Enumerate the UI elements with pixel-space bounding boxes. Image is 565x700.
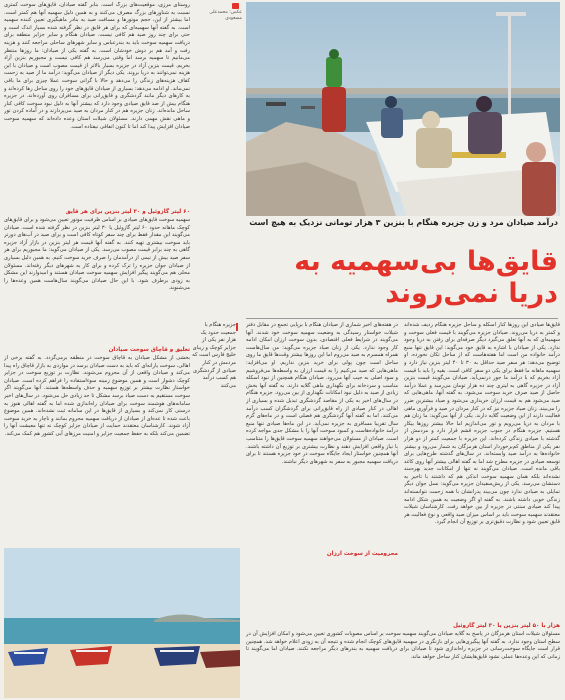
subheading: تعلیق و قاچاق سوخت صیادان xyxy=(108,347,190,353)
column-left-low xyxy=(4,344,190,544)
column-right-low xyxy=(246,620,560,700)
paragraph: روستای مرزی، موقعیت‌های بزرگ است. بنابر گفته صیادان، قایق‌های سوخت کمتری نسبت به شناورهای بزرگ مصرف می‌کنند و به همین دلیل سهمیه آنها هم کمتر است. اما بیشتر از این، حجم موتورها و مسافت صید به بنادر ماهیگیری تعیین کننده سهمیه است. به گفته آنها سهمیه‌ای که برای هر قایق در نظر گرفته شده بسیار اندک است و حتی برای چند روز صید هم کافی نیست. صیادان هنگام و سایر جزایر منطقه برای دریافت سهمیه سوخت باید به بندرعباس و سایر شهرهای ساحلی مراجعه کنند و هزینه رفت و آمد هم بر دوش خودشان است. به گفته یکی از صیادان: ما روزها منتظر می‌مانیم تا سهمیه برسد اما وقتی می‌رسد هم کافی نیست و مجبوریم بنزین آزاد بخریم. قیمت بنزین آزاد در جزیره بسیار بالاتر از قیمت مصوب است و صیادان با این هزینه نمی‌توانند به دریا بروند. یکی دیگر از صیادان می‌گوید: درآمد ما از صید به زحمت کفاف هزینه‌های زندگی را می‌دهد و حالا با گرانی سوخت عملا چیزی برای ما باقی نمی‌ماند. او ادامه می‌دهد: بسیاری از صیادان قایق‌های خود را روی ساحل رها کرده‌اند و به کارهای دیگر مانند گردشگری و قایق‌رانی برای مسافران روی آورده‌اند. در جزیره هنگام بیش از صد قایق صیادی وجود دارد که بیشتر آنها به دلیل نبود سوخت کافی کنار ساحل مانده‌اند. زنان جزیره هم در کنار مردان به صید می‌پردازند و در آماده کردن تور و ماهی نقش مهمی دارند. مسئولان شیلات استان وعده داده‌اند که سهمیه سوخت صیادان افزایش پیدا کند اما تا کنون اتفاقی نیفتاده است. xyxy=(4,2,190,130)
column-left-mid xyxy=(4,206,190,342)
subheading: هزار با ۵۰ لیتر بنزین یا ۳۰ لیتر گازوئیل xyxy=(453,623,560,629)
paragraph: قایق‌ها صیادی این روزها کنار اسکله و ساحل جزیره هنگام ردیف شده‌اند و کمتر به دریا می‌روند. صیادان جزیره می‌گویند با قیمت فعلی سوخت و سهمیه‌ای که به آنها تعلق می‌گیرد دیگر صرفه‌ای برای رفتن به دریا وجود ندارد. یکی از صیادان با اشاره به قایق خود می‌گوید: این قایق تنها منبع درآمد خانواده من است اما هفته‌هاست که از ساحل تکان نخورده. او توضیح می‌دهد: هر سفر صید حداقل به ۳۰ تا ۴۰ لیتر بنزین نیاز دارد و سهمیه ماهانه ما فقط برای یکی دو سفر کافی است. بقیه را باید با قیمت آزاد بخریم که با درآمد ما جور درنمی‌آید. صیادان می‌گویند قیمت بنزین آزاد در جزیره گاهی به لیتری چند ده هزار تومان می‌رسد و عملا درآمد حاصل از صید صرف خرید سوخت می‌شود. به گفته آنها، ماهی‌هایی که صید می‌شود هم به قیمت ارزان خریداری می‌شود و صیاد بیشترین ضرر را می‌بیند. زنان صیاد جزیره نیز که در کنار مردان در صید و فرآوری ماهی فعالیت دارند از این وضعیت گلایه دارند. یکی از آنها می‌گوید: ما زنان هم با مردان به دریا می‌رویم و تور می‌اندازیم اما حالا بیشتر روزها بیکار هستیم. جزیره هنگام در جنوب جزیره قشم قرار دارد و مردمش از گذشته با صیادی زندگی کرده‌اند. این جزیره با جمعیت کمتر از دو هزار نفر یکی از مناطق کم‌برخوردار استان هرمزگان به شمار می‌رود و بیشتر خانواده‌ها به درآمد صید وابسته‌اند. در سال‌های گذشته طرح‌هایی برای توسعه صیادی در جزیره مطرح شد اما به گفته اهالی بیشتر آنها روی کاغذ باقی مانده است. صیادان می‌گویند نه تنها از امکانات جدید بهره‌مند نشده‌اند بلکه همان سهمیه سوخت اندکی هم که داشتند با تاخیر به دستشان می‌رسد. یکی از ریش‌سفیدان جزیره می‌گوید: نسل جوان دیگر تمایلی به صیادی ندارد چون می‌بیند پدرانشان با همه زحمت نتوانسته‌اند زندگی خوبی داشته باشند. به گفته او اگر وضعیت به همین شکل ادامه پیدا کند صیادی سنتی در جزیره از بین خواهد رفت. کارشناسان شیلات معتقدند سهمیه سوخت باید بر اساس میزان صید واقعی و نوع فعالیت هر قایق تعیین شود و نظارت دقیق‌تری بر توزیع آن انجام گیرد. xyxy=(404,322,560,526)
paragraph: بخشی از مشکل صیادان به قاچاق سوخت در منطقه برمی‌گردد. به گفته برخی از اهالی، سوخت یارانه‌ای که باید به دست صیادان برسد در مواردی به بازار قاچاق راه پیدا می‌کند و صیادان واقعی از آن محروم می‌شوند. نظارت بر توزیع سوخت در جزایر کوچک دشوار است و همین موضوع زمینه سوءاستفاده را فراهم کرده است. صیادان خواستار نظارت بیشتر بر توزیع سهمیه و حذف واسطه‌ها هستند. آنها می‌گویند اگر سوخت مستقیم به دست صیاد برسد مشکل تا حد زیادی حل می‌شود. در سال‌های اخیر سامانه‌های هوشمند سوخت برای صیادان راه‌اندازی شده اما به گفته اهالی هنوز به درستی کار نمی‌کند و بسیاری از قایق‌ها در این سامانه ثبت نشده‌اند. همین موضوع باعث شده تا عده‌ای از صیادان از دریافت سهمیه محروم بمانند و ناچار به خرید سوخت آزاد شوند. کارشناسان معتقدند حمایت از صیادان جزایر کوچک نه تنها معیشت آنها را تضمین می‌کند بلکه به حفظ جمعیت جزایر و امنیت مرزهای آبی کشور هم کمک می‌کند. xyxy=(4,355,190,437)
photo-boats-on-beach xyxy=(4,548,240,698)
paragraph: مسئولان شیلات استان هرمزگان در پاسخ به گلایه صیادان می‌گویند سهمیه سوخت بر اساس مصوبات کشوری تعیین می‌شود و امکان افزایش آن در سطح استان وجود ندارد. به گفته آنها پیگیری‌هایی برای بازنگری در سهمیه قایق‌های کوچک انجام شده و نتیجه آن به زودی اعلام خواهد شد. همچنین قرار است جایگاه سوخت‌رسانی در جزیره راه‌اندازی شود تا صیادان برای دریافت سهمیه به بندرهای دیگر مراجعه نکنند. صیادان اما می‌گویند تا زمانی که این وعده‌ها عملی نشود قایق‌هایشان کنار ساحل خواهد ماند. xyxy=(246,631,560,660)
photo-credit: عکس: محمدعلی مسعودی xyxy=(209,10,242,21)
column-middle-low xyxy=(246,548,398,618)
divider xyxy=(246,318,558,319)
subheading: محرومیت از سوخت ارزان xyxy=(326,551,398,557)
photo-caption: درآمد صیادان مرد و زن جزیره هنگام با بنزین ۳ هزار تومانی نزدیک به هیچ است xyxy=(249,218,558,227)
subheading: ۶۰ لیتر گازوئیل و ۳۰ لیتر بنزین برای هر قایق xyxy=(65,209,190,215)
pullquote: جزیره هنگام با جمعیت حدود یک هزار نفر یکی از جزایر کوچک و زیبای خلیج فارس است که مردمش در کنار صیادی از گردشگری هم کسب درآمد می‌کنند xyxy=(192,322,236,389)
headline: قایق‌ها بی‌سهمیه به دریا نمی‌روند xyxy=(294,246,558,309)
column-right xyxy=(404,322,560,620)
paragraph: در هفته‌های اخیر شماری از صیادان هنگام با برپایی تجمع در مقابل دفتر شیلات خواستار رسیدگی به وضعیت سهمیه سوخت خود شدند. آنها می‌گویند در شرایط فعلی اقتصادی، بدون سوخت ارزان امکان ادامه کار وجود ندارد. یکی از زنان صیاد جزیره می‌گوید: من سال‌هاست همراه همسرم به صید می‌روم اما این روزها بیشتر وقت‌ها قایق ما روی ساحل است چون پولی برای خرید بنزین نداریم. او می‌افزاید: ماهی‌هایی که صید می‌کنیم را به قیمت ارزان به واسطه‌ها می‌فروشیم و سود اصلی به جیب آنها می‌رود. صیادان هنگام همچنین از نبود اسکله مناسب و سردخانه برای نگهداری ماهی گلایه دارند. به گفته آنها بخش زیادی از صید به دلیل نبود امکانات نگهداری از بین می‌رود. جزیره هنگام در سال‌های اخیر به یکی از مقاصد گردشگری تبدیل شده و بسیاری از اهالی در کنار صیادی از راه قایق‌رانی برای گردشگران کسب درآمد می‌کنند. اما به گفته آنها گردشگری هم فصلی است و در ماه‌های گرم سال تقریبا مسافری به جزیره نمی‌آید. در این ماه‌ها صیادی تنها منبع درآمد خانواده‌هاست و کمبود سوخت آنها را با مشکل جدی مواجه کرده است. صیادان از مسئولان می‌خواهند سهمیه سوخت قایق‌ها را متناسب با نیاز واقعی افزایش دهند و نظارت بیشتری بر توزیع آن داشته باشند. آنها همچنین خواستار ایجاد جایگاه سوخت در خود جزیره هستند تا برای دریافت سهمیه مجبور به سفر به شهرهای دیگر نباشند. xyxy=(246,322,398,465)
photo-fishers-on-boat xyxy=(246,2,560,216)
camera-icon xyxy=(232,3,239,9)
column-left-top xyxy=(4,2,190,204)
pullquote-marker xyxy=(236,323,238,331)
paragraph: سهمیه سوخت قایق‌های صیادی بر اساس ظرفیت موتور تعیین می‌شود و برای قایق‌های کوچک ماهانه حدود ۶۰ لیتر گازوئیل یا ۳۰ لیتر بنزین در نظر گرفته شده است. صیادان می‌گویند این مقدار فقط برای چند سفر کوتاه کافی است و برای صید در آب‌های دورتر باید سوخت بیشتری تهیه کنند. به گفته آنها قیمت هر لیتر بنزین در بازار آزاد جزیره گاهی به چند برابر قیمت مصوب می‌رسد. یکی از صیادان می‌گوید: ما مجبوریم برای هر سفر صید بیش از نیمی از درآمدمان را صرف خرید سوخت کنیم. به همین دلیل بسیاری از صیادان جوان جزیره را ترک کرده و برای کار به شهرهای دیگر رفته‌اند. مسئولان محلی هم می‌گویند پیگیر افزایش سهمیه سوخت صیادان هستند و امیدوارند این مشکل به زودی برطرف شود. با این حال صیادان می‌گویند سال‌هاست همین وعده‌ها را می‌شنوند. xyxy=(4,217,190,292)
